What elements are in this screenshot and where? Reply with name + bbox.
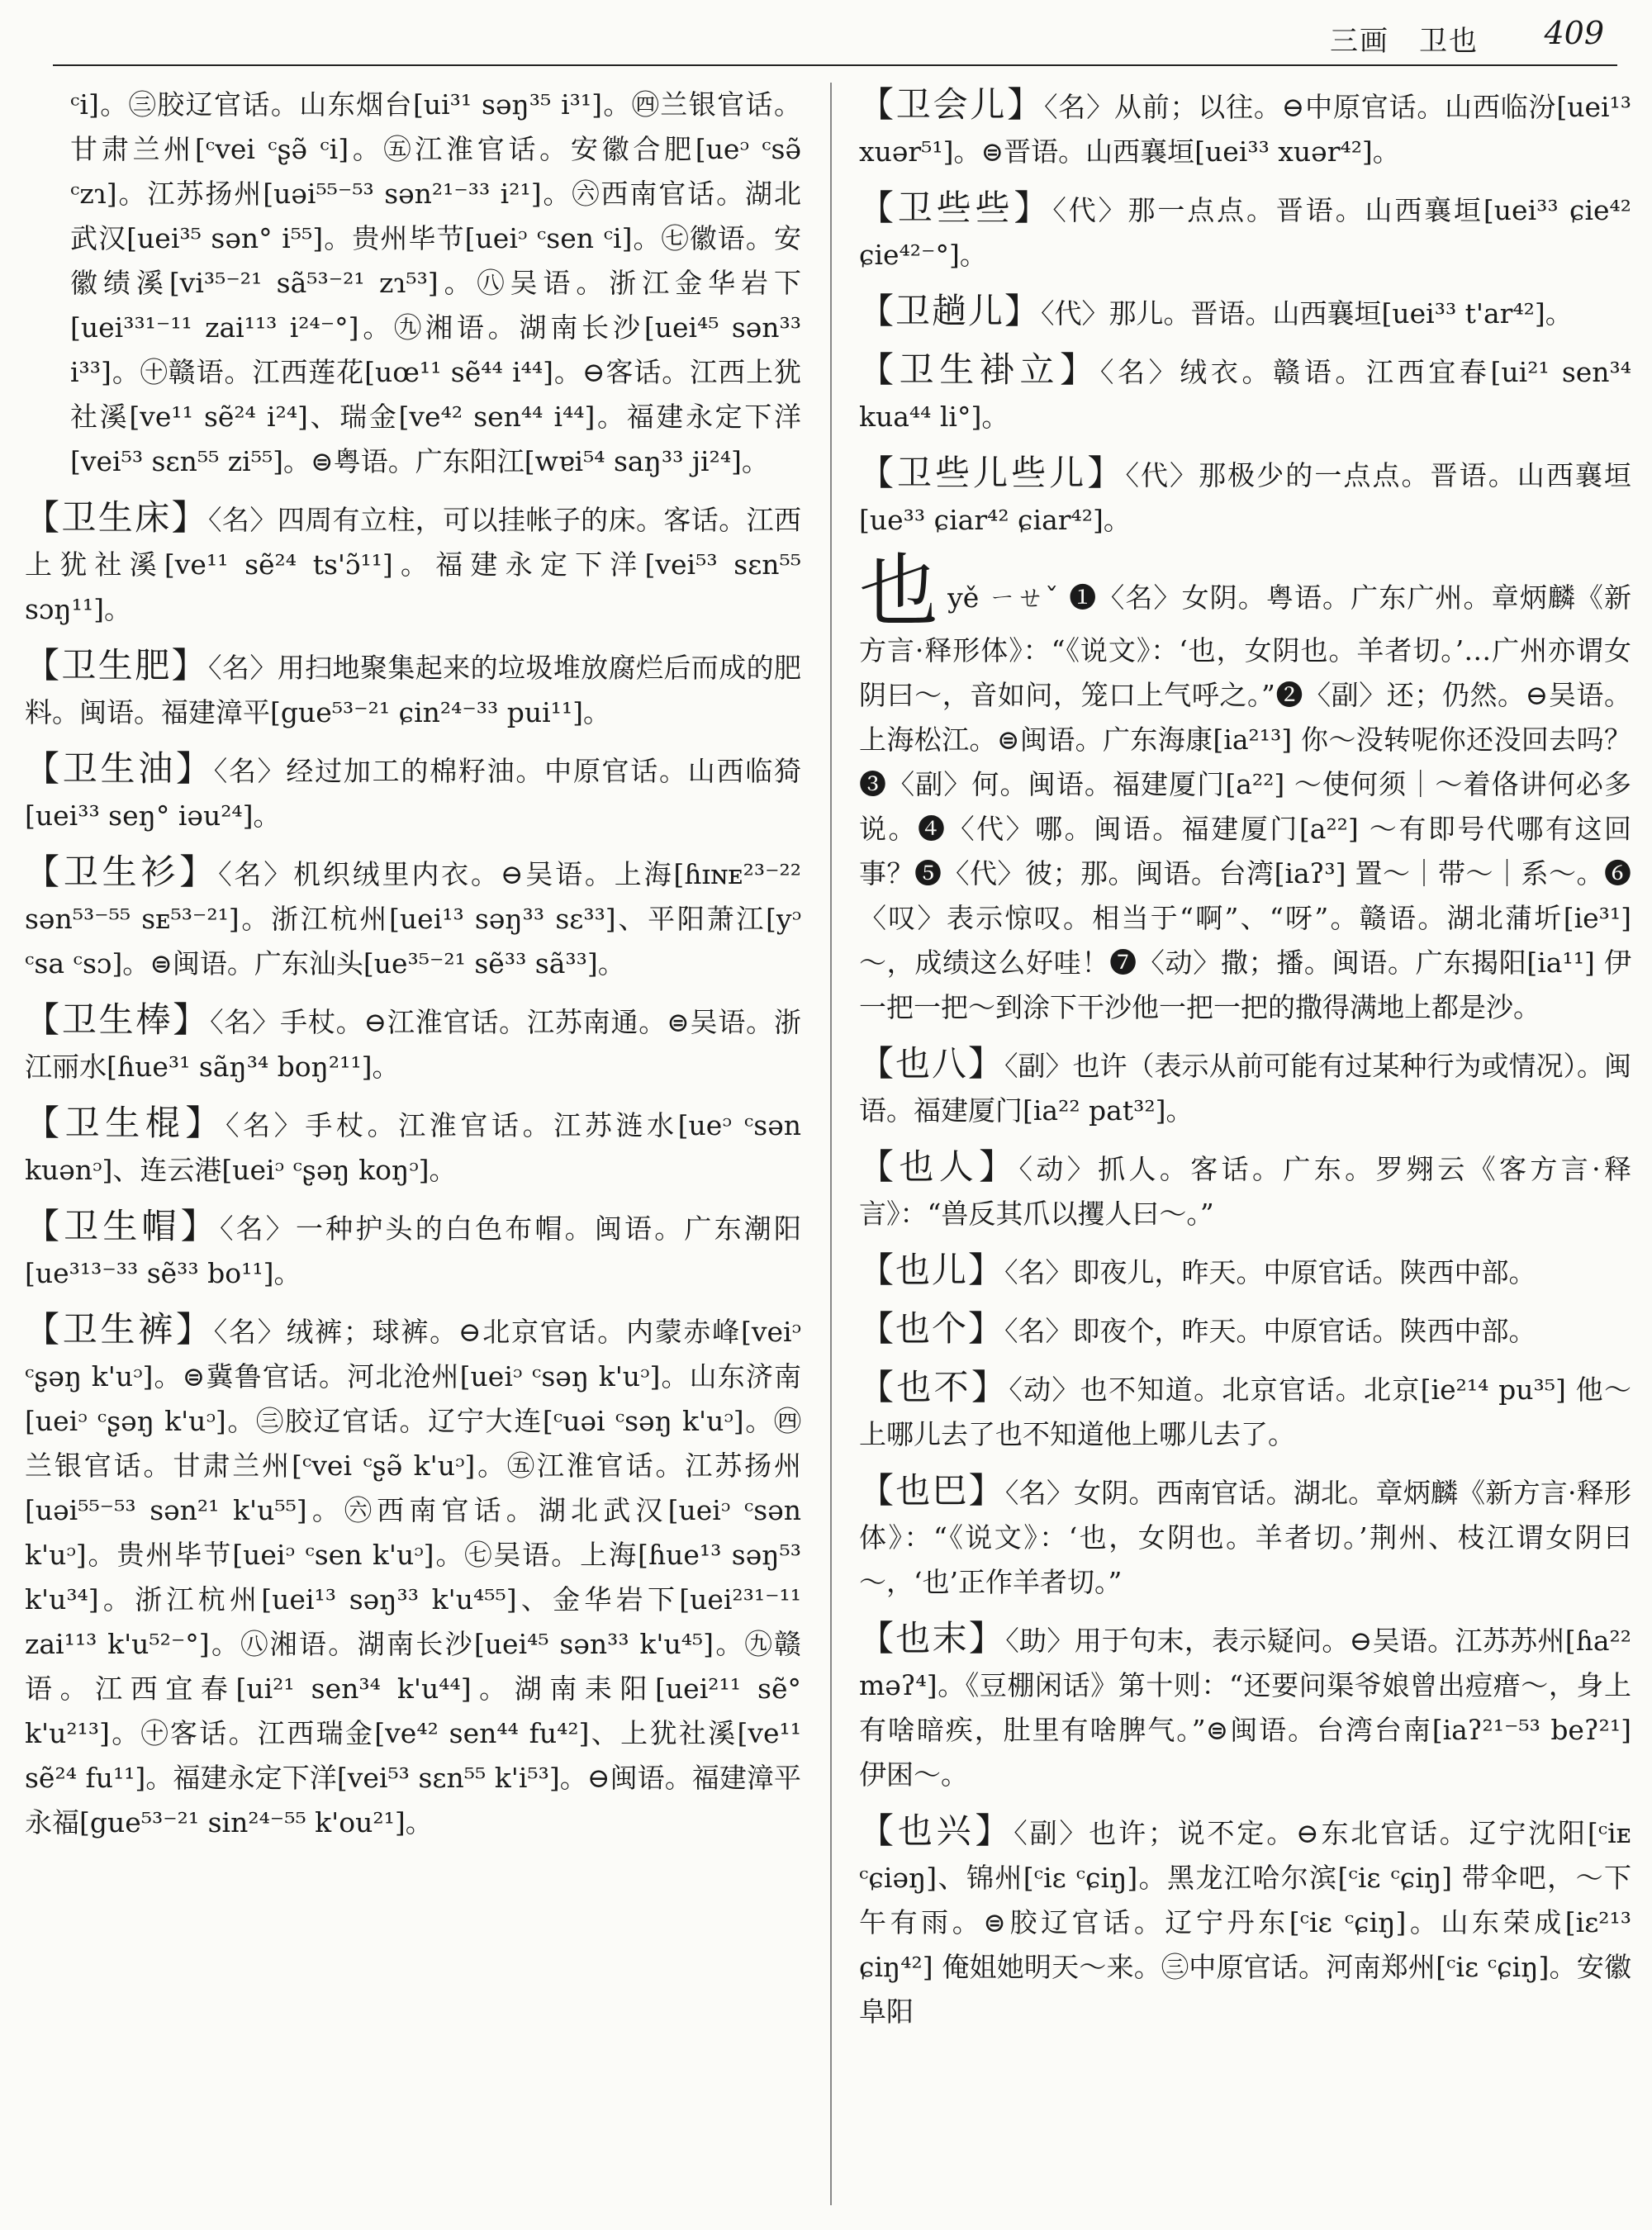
- entry-text: 〈副〉也许；说不定。⊖东北官话。辽宁沈阳[ᶜiᴇ ᶜɕiəŋ]、锦州[ᶜiɛ ᶜɕiŋ]。黑龙江哈尔滨[ᶜiɛ ᶜɕiŋ] 带伞吧，～下午有雨。⊜胶辽官话。辽宁丹东[ᶜiɛ ᶜɕiŋ]。山东荣成[iɛ²¹³ ɕiŋ⁴²] 俺姐她明天～来。㊂中原官话。河南郑州[ᶜiɛ ᶜɕiŋ]。安徽阜阳: [859, 1817, 1631, 2028]
- entry: [859, 186, 1631, 278]
- entry-headword: 【也不】: [859, 1367, 1009, 1407]
- entry-text: 〈名〉从前；以往。⊖中原官话。山西临汾[uei¹³ xuər⁵¹]。⊜晋语。山西襄垣[uei³³ xuər⁴²]。: [859, 91, 1631, 168]
- entry-headword: 【也八】: [859, 1043, 1005, 1084]
- entry-headword: 【卫生褂立】: [859, 349, 1100, 390]
- entry: [859, 1145, 1631, 1236]
- entry-text: 〈动〉也不知道。北京官话。北京[ie²¹⁴ pu³⁵] 他～上哪儿去了也不知道他上哪儿去了。: [859, 1374, 1631, 1450]
- entry: [25, 496, 801, 632]
- entry-headword: 【卫些儿些儿】: [859, 453, 1126, 493]
- entry-text: 〈动〉抓人。客话。广东。罗翙云《客方言·释言》：“兽反其爪以攫人曰～。”: [859, 1153, 1631, 1230]
- entry: [859, 1809, 1631, 2034]
- entry-text: 〈名〉机织绒里内衣。⊖吴语。上海[ɦɪɴᴇ²³⁻²² sən⁵³⁻⁵⁵ sᴇ⁵³⁻²¹]。浙江杭州[uei¹³ səŋ³³ sɛ³³]、平阳萧江[yᵓ ᶜsa ᶜsɔ]。⊜闽语。广东汕头[ue³⁵⁻²¹ sẽ³³ sã³³]。: [25, 858, 801, 980]
- entry-headword: 【也巴】: [859, 1470, 1005, 1511]
- right-column: [859, 83, 1631, 2205]
- entry-text: 〈名〉一种护头的白色布帽。闽语。广东潮阳[ue³¹³⁻³³ sẽ³³ bo¹¹]。: [25, 1212, 801, 1289]
- entry-headword: 【卫趟儿】: [859, 291, 1042, 331]
- entry: [859, 451, 1631, 543]
- entry-text: 〈名〉经过加工的棉籽油。中原官话。山西临猗[uei³³ seŋ° iəu²⁴]。: [25, 755, 801, 832]
- entry-main-character: [859, 545, 1631, 1030]
- entry: [25, 998, 801, 1089]
- entry: [859, 1248, 1631, 1295]
- entry-headword: 【卫生油】: [25, 748, 214, 789]
- entry-text: 〈名〉手杖。江淮官话。江苏涟水[ueᵓ ᶜsən kuənᵓ]、连云港[ueiᵓ ᶜʂəŋ koŋᵓ]。: [25, 1109, 801, 1186]
- entry-text: 〈代〉那极少的一点点。晋语。山西襄垣[ue³³ ɕiar⁴² ɕiar⁴²]。: [859, 459, 1631, 536]
- entry-text: 〈名〉四周有立柱，可以挂帐子的床。客话。江西上犹社溪[ve¹¹ sẽ²⁴ ts'ɔ̃¹¹]。福建永定下洋[vei⁵³ sɛn⁵⁵ sɔŋ¹¹]。: [25, 504, 801, 625]
- entry-text: 〈名〉即夜儿，昨天。中原官话。陕西中部。: [1004, 1256, 1536, 1288]
- entry-headword: 【卫生衫】: [25, 852, 219, 892]
- entry-headword: 【也人】: [859, 1146, 1019, 1187]
- running-head: 三画 卫也: [1330, 25, 1479, 58]
- entry: [25, 1101, 801, 1193]
- entry: [25, 850, 801, 986]
- entry-headword: 【卫生床】: [25, 497, 209, 538]
- entry-headword: 【也末】: [859, 1618, 1006, 1658]
- entry-headword: 【卫生裤】: [25, 1309, 214, 1350]
- entry-headword: 【卫生棒】: [25, 999, 211, 1040]
- entry-text: yě ㄧㄝˇ ❶〈名〉女阴。粤语。广东广州。章炳麟《新方言·释形体》：“《说文》：‘也，女阴也。羊者切。’…广州亦谓女阴曰～，音如问，笼口上气呼之。”❷〈副〉还；仍然。⊖吴语。上海松江。⊜闽语。广东海康[ia²¹³] 你～没转呢你还没回去吗？❸〈副〉何。闽语。福建厦门[a²²] ～使何须｜～着佫讲何必多说。❹〈代〉哪。闽语。福建厦门[a²²] ～有即号代哪有这回事？❺〈代〉彼；那。闽语。台湾[iaʔ³] 置～｜带～｜系～。❻〈叹〉表示惊叹。相当于“啊”、“呀”。赣语。湖北蒲圻[ie³¹] ～，成绩这么好哇！❼〈动〉撒；播。闽语。广东揭阳[ia¹¹] 伊一把一把～到涂下干沙他一把一把的撒得满地上都是沙。: [859, 581, 1631, 1023]
- page-number: 409: [1544, 15, 1604, 51]
- entry: [859, 348, 1631, 439]
- entry-continuation: [25, 83, 801, 484]
- entry: [859, 1307, 1631, 1354]
- entry-headword: 【卫生帽】: [25, 1206, 220, 1246]
- entry-headword: 【卫些些】: [859, 187, 1053, 228]
- entry-headword: 【卫会儿】: [859, 84, 1044, 125]
- page-header: [0, 0, 1652, 66]
- entry-headword: 【卫生肥】: [25, 645, 209, 686]
- entry: [859, 1616, 1631, 1797]
- entry: [859, 1468, 1631, 1605]
- left-column: [25, 83, 801, 2205]
- entry-text: 〈名〉手杖。⊖江淮官话。江苏南通。⊜吴语。浙江丽水[ɦue³¹ sãŋ³⁴ boŋ²¹¹]。: [25, 1006, 801, 1083]
- entry-headword: 【也个】: [859, 1308, 1005, 1349]
- entry-text: 〈名〉即夜个，昨天。中原官话。陕西中部。: [1004, 1315, 1536, 1347]
- entry-headword: 【也儿】: [859, 1250, 1005, 1290]
- entry: [25, 747, 801, 838]
- entry-text: 〈副〉也许（表示从前可能有过某种行为或情况）。闽语。福建厦门[ia²² pat³²]。: [859, 1050, 1631, 1127]
- main-character-headword: 也: [859, 545, 940, 638]
- entry-text: 〈名〉用扫地聚集起来的垃圾堆放腐烂后而成的肥料。闽语。福建漳平[gue⁵³⁻²¹ ɕin²⁴⁻³³ pui¹¹]。: [25, 652, 801, 728]
- entry: [859, 83, 1631, 174]
- entry: [859, 1041, 1631, 1133]
- entry-text: 〈名〉女阴。西南官话。湖北。章炳麟《新方言·释形体》：“《说文》：‘也，女阴也。羊者切。’荆州、枝江谓女阴曰～，‘也’正作羊者切。”: [859, 1477, 1631, 1598]
- entry-headword: 【也兴】: [859, 1810, 1014, 1851]
- entry-text: 〈名〉绒衣。赣语。江西宜春[ui²¹ sen³⁴ kua⁴⁴ li°]。: [859, 356, 1631, 433]
- entry-text: 〈代〉那一点点。晋语。山西襄垣[uei³³ ɕie⁴² ɕie⁴²⁻°]。: [859, 194, 1631, 271]
- entry-text: 〈名〉绒裤；球裤。⊖北京官话。内蒙赤峰[veiᵓ ᶜʂəŋ k'uᵓ]。⊜冀鲁官话。河北沧州[ueiᵓ ᶜsəŋ k'uᵓ]。山东济南[ueiᵓ ᶜʂəŋ k'uᵓ]。㊂胶辽官话。辽宁大连[ᶜuəi ᶜsəŋ k'uᵓ]。㊃兰银官话。甘肃兰州[ᶜvei ᶜʂə̃ k'uᵓ]。㊄江淮官话。江苏扬州[uəi⁵⁵⁻⁵³ sən²¹ k'u⁵⁵]。㊅西南官话。湖北武汉[ueiᵓ ᶜsən k'uᵓ]。贵州毕节[ueiᵓ ᶜsen k'uᵓ]。㊆吴语。上海[ɦue¹³ səŋ⁵³ k'u³⁴]。浙江杭州[uei¹³ səŋ³³ k'u⁴⁵⁵]、金华岩下[uei²³¹⁻¹¹ zai¹¹³ k'u⁵²⁻°]。㊇湘语。湖南长沙[uei⁴⁵ sən³³ k'u⁴⁵]。㊈赣语。江西宜春[ui²¹ sen³⁴ k'u⁴⁴]。湖南耒阳[uei²¹¹ sẽ° k'u²¹³]。㊉客话。江西瑞金[ve⁴² sen⁴⁴ fu⁴²]、上犹社溪[ve¹¹ sẽ²⁴ fu¹¹]。福建永定下洋[vei⁵³ sɛn⁵⁵ k'i⁵³]。⊖闽语。福建漳平永福[gue⁵³⁻²¹ sin²⁴⁻⁵⁵ k'ou²¹]。: [25, 1316, 801, 1839]
- header-rule: [53, 64, 1617, 66]
- entry: [25, 1307, 801, 1845]
- entry: [25, 1204, 801, 1296]
- entry: [859, 289, 1631, 336]
- entry: [859, 1365, 1631, 1457]
- entry-text: 〈助〉用于句末，表示疑问。⊖吴语。江苏苏州[ɦa²² məʔ⁴]。《豆棚闲话》第十则：“还要问渠爷娘曾出痘瘄～，身上有啥暗疾，肚里有啥脾气。”⊜闽语。台湾台南[iaʔ²¹⁻⁵³ beʔ²¹] 伊困～。: [859, 1625, 1631, 1791]
- entry-headword: 【卫生棍】: [25, 1103, 226, 1143]
- entry-text: ᶜi]。㊂胶辽官话。山东烟台[ui³¹ səŋ³⁵ i³¹]。㊃兰银官话。甘肃兰州[ᶜvei ᶜʂə̃ ᶜi]。㊄江淮官话。安徽合肥[ueᵓ ᶜsə̃ ᶜzɿ]。江苏扬州[uəi⁵⁵⁻⁵³ sən²¹⁻³³ i²¹]。㊅西南官话。湖北武汉[uei³⁵ sən° i⁵⁵]。贵州毕节[ueiᵓ ᶜsen ᶜi]。㊆徽语。安徽绩溪[vi³⁵⁻²¹ sã⁵³⁻²¹ zɿ⁵³]。㊇吴语。浙江金华岩下[uei³³¹⁻¹¹ zai¹¹³ i²⁴⁻°]。㊈湘语。湖南长沙[uei⁴⁵ sən³³ i³³]。㊉赣语。江西莲花[uœ¹¹ sẽ⁴⁴ i⁴⁴]。⊖客话。江西上犹社溪[ve¹¹ sẽ²⁴ i²⁴]、瑞金[ve⁴² sen⁴⁴ i⁴⁴]。福建永定下洋[vei⁵³ sɛn⁵⁵ zi⁵⁵]。⊜粤语。广东阳江[wɐi⁵⁴ saŋ³³ ji²⁴]。: [70, 88, 801, 477]
- entry-text: 〈代〉那儿。晋语。山西襄垣[uei³³ t'ar⁴²]。: [1041, 297, 1573, 330]
- column-divider: [830, 83, 832, 2205]
- entry: [25, 643, 801, 735]
